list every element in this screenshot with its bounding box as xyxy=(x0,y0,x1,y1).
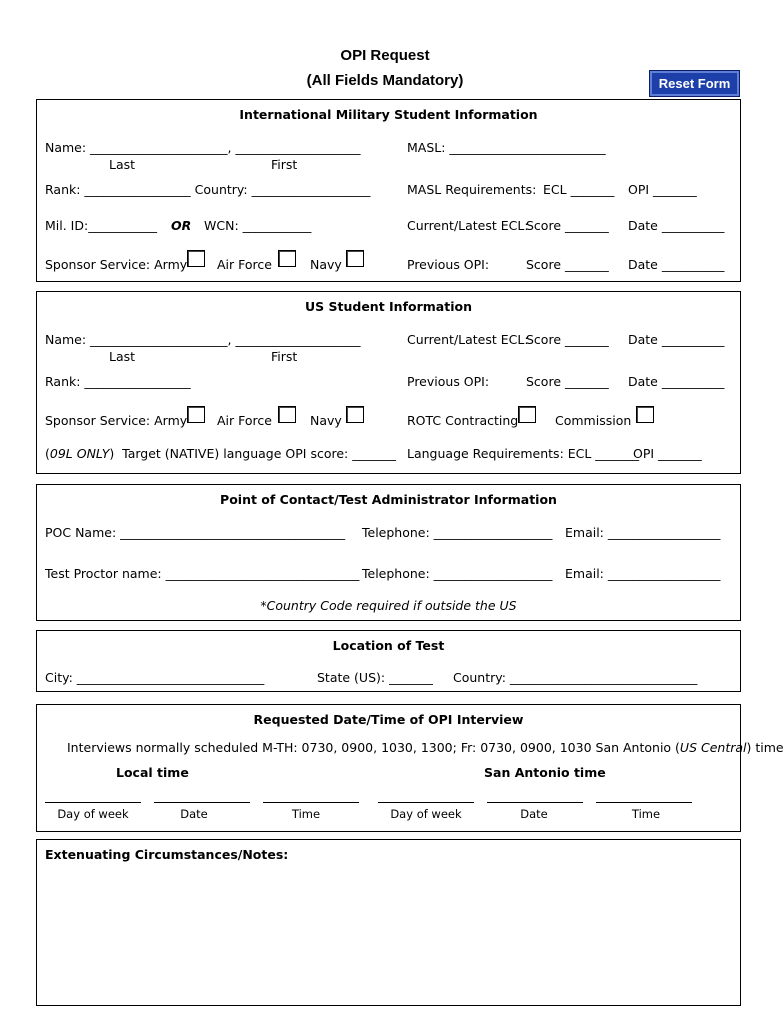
sa-time-line[interactable] xyxy=(596,802,692,803)
proctor-name-field[interactable]: Test Proctor name: _______________________________ xyxy=(45,566,360,581)
us-commission-checkbox[interactable] xyxy=(636,406,654,423)
ims-ecl-field[interactable]: ECL _______ xyxy=(543,182,615,197)
us-rotc-label: ROTC Contracting xyxy=(407,413,519,428)
requested-header: Requested Date/Time of OPI Interview xyxy=(253,712,524,727)
ims-header: International Military Student Information xyxy=(239,107,538,122)
proctor-telephone-field[interactable]: Telephone: ___________________ xyxy=(362,566,553,581)
ims-masl-req-label: MASL Requirements: xyxy=(407,182,537,197)
page-title: OPI Request xyxy=(340,47,430,64)
us-ecl-score-field[interactable]: Score _______ xyxy=(526,332,609,347)
local-day-line[interactable] xyxy=(45,802,141,803)
ims-ecl-score-field[interactable]: Score _______ xyxy=(526,218,609,233)
us-sponsor-label: Sponsor Service: Army xyxy=(45,413,188,428)
us-airforce-label: Air Force xyxy=(217,413,272,428)
sa-day-line[interactable] xyxy=(378,802,474,803)
ims-opi-field[interactable]: OPI _______ xyxy=(628,182,697,197)
ims-prev-opi-label: Previous OPI: xyxy=(407,257,490,272)
sa-date-caption: Date xyxy=(520,807,548,821)
ims-navy-checkbox[interactable] xyxy=(346,250,364,267)
us-09l-row: (09L ONLY) Target (NATIVE) language OPI score: _______ xyxy=(45,446,396,461)
page-subtitle: (All Fields Mandatory) xyxy=(306,72,464,89)
location-country-field[interactable]: Country: ______________________________ xyxy=(453,670,698,685)
local-date-line[interactable] xyxy=(154,802,250,803)
us-army-checkbox[interactable] xyxy=(187,406,205,423)
us-navy-label: Navy xyxy=(310,413,342,428)
ims-rank-country-field[interactable]: Rank: _________________ Country: ___________________ xyxy=(45,182,371,197)
us-prev-opi-label: Previous OPI: xyxy=(407,374,490,389)
us-prev-date-field[interactable]: Date __________ xyxy=(628,374,725,389)
local-time-label: Local time xyxy=(116,765,189,780)
us-header: US Student Information xyxy=(305,299,472,314)
us-first-label: First xyxy=(271,349,298,364)
location-state-field[interactable]: State (US): _______ xyxy=(317,670,433,685)
poc-email-field[interactable]: Email: __________________ xyxy=(565,525,721,540)
ims-name-field[interactable]: Name: ______________________, ____________________ xyxy=(45,140,361,155)
country-code-note: *Country Code required if outside the US xyxy=(260,598,517,613)
notes-section[interactable] xyxy=(36,839,741,1006)
local-date-caption: Date xyxy=(180,807,208,821)
ims-army-checkbox[interactable] xyxy=(187,250,205,267)
ims-airforce-checkbox[interactable] xyxy=(278,250,296,267)
sa-time-label: San Antonio time xyxy=(484,765,606,780)
poc-header: Point of Contact/Test Administrator Information xyxy=(220,492,557,507)
proctor-email-field[interactable]: Email: __________________ xyxy=(565,566,721,581)
ims-masl-field[interactable]: MASL: _________________________ xyxy=(407,140,606,155)
us-ecl-date-field[interactable]: Date __________ xyxy=(628,332,725,347)
ims-current-ecl-label: Current/Latest ECL: xyxy=(407,218,529,233)
ims-prev-date-field[interactable]: Date __________ xyxy=(628,257,725,272)
ims-or-label: OR xyxy=(171,218,192,233)
ims-first-label: First xyxy=(271,157,298,172)
us-lang-req-opi-field[interactable]: OPI _______ xyxy=(633,446,702,461)
us-rank-field[interactable]: Rank: _________________ xyxy=(45,374,191,389)
location-city-field[interactable]: City: ______________________________ xyxy=(45,670,265,685)
us-airforce-checkbox[interactable] xyxy=(278,406,296,423)
poc-name-field[interactable]: POC Name: ____________________________________ xyxy=(45,525,346,540)
local-time-caption: Time xyxy=(291,807,321,821)
sa-day-caption: Day of week xyxy=(390,807,462,821)
us-name-field[interactable]: Name: ______________________, ____________________ xyxy=(45,332,361,347)
interviews-schedule-text: Interviews normally scheduled M-TH: 0730, 0900, 1030, 1300; Fr: 0730, 0900, 1030 San Antonio (US Central) time xyxy=(67,740,784,755)
us-last-label: Last xyxy=(109,349,136,364)
us-09l-only-label: 09L ONLY xyxy=(49,446,110,461)
sa-time-caption: Time xyxy=(631,807,661,821)
ims-navy-label: Navy xyxy=(310,257,342,272)
reset-form-button[interactable]: Reset Form xyxy=(650,71,739,96)
us-commission-label: Commission xyxy=(555,413,632,428)
ims-ecl-date-field[interactable]: Date __________ xyxy=(628,218,725,233)
ims-airforce-label: Air Force xyxy=(217,257,272,272)
local-day-caption: Day of week xyxy=(57,807,129,821)
us-target-score-field[interactable]: Target (NATIVE) language OPI score: _______ xyxy=(122,446,396,461)
ims-prev-score-field[interactable]: Score _______ xyxy=(526,257,609,272)
us-current-ecl-label: Current/Latest ECL: xyxy=(407,332,529,347)
location-header: Location of Test xyxy=(332,638,445,653)
us-navy-checkbox[interactable] xyxy=(346,406,364,423)
sa-date-line[interactable] xyxy=(487,802,583,803)
poc-telephone-field[interactable]: Telephone: ___________________ xyxy=(362,525,553,540)
local-time-line[interactable] xyxy=(263,802,359,803)
notes-header: Extenuating Circumstances/Notes: xyxy=(45,847,289,862)
us-rotc-checkbox[interactable] xyxy=(518,406,536,423)
ims-wcn-field[interactable]: WCN: ___________ xyxy=(204,218,312,233)
us-lang-req-ecl-field[interactable]: Language Requirements: ECL _______ xyxy=(407,446,640,461)
ims-sponsor-label: Sponsor Service: Army xyxy=(45,257,188,272)
ims-last-label: Last xyxy=(109,157,136,172)
us-prev-score-field[interactable]: Score _______ xyxy=(526,374,609,389)
ims-milid-field[interactable]: Mil. ID:___________ xyxy=(45,218,157,233)
